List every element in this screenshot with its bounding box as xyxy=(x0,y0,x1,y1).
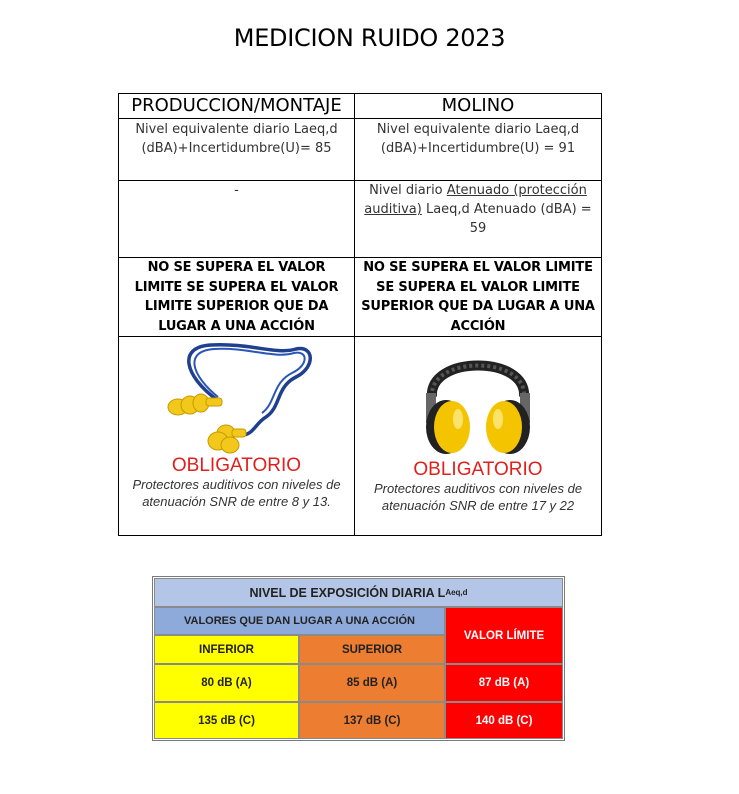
header-row xyxy=(119,94,602,119)
level-text-molino: Nivel equivalente diario Laeq,d (dBA)+Incertidumbre(U) = 91 xyxy=(355,119,602,181)
column-header-produccion: PRODUCCION/MONTAJE xyxy=(119,94,355,119)
action-values-header: VALORES QUE DAN LUGAR A UNA ACCIÓN xyxy=(154,607,445,635)
attenuated-pre: Nivel diario xyxy=(369,183,447,198)
attenuated-post: Laeq,d Atenuado (dBA) = 59 xyxy=(421,202,592,236)
superior-value-c: 137 dB (C) xyxy=(299,702,445,739)
status-label-molino: OBLIGATORIO xyxy=(413,459,543,480)
protection-cell-produccion xyxy=(119,337,355,536)
verdict-row xyxy=(119,258,602,337)
attenuated-dash: - xyxy=(234,183,239,198)
noise-measurement-table xyxy=(118,93,602,536)
limit-value-c: 140 dB (C) xyxy=(445,702,563,739)
level-row xyxy=(119,119,602,181)
column-header-molino: MOLINO xyxy=(355,94,602,119)
page-title: MEDICION RUIDO 2023 xyxy=(233,24,506,52)
attenuated-row xyxy=(119,181,602,258)
verdict-molino: NO SE SUPERA EL VALOR LIMITE SE SUPERA EL VALOR LIMITE SUPERIOR QUE DA LUGAR A UNA ACCIÓN xyxy=(355,258,602,337)
verdict-produccion: NO SE SUPERA EL VALOR LIMITE SE SUPERA EL VALOR LIMITE SUPERIOR QUE DA LUGAR A UNA ACCIÓN xyxy=(119,258,355,337)
superior-header: SUPERIOR xyxy=(299,635,445,664)
inferior-value-a: 80 dB (A) xyxy=(154,664,299,702)
attenuated-text-molino xyxy=(355,181,602,258)
protection-cell-molino xyxy=(355,337,602,536)
exposure-table xyxy=(152,576,565,741)
protector-text-molino: Protectores auditivos con niveles de atenuación SNR de entre 17 y 22 xyxy=(373,481,583,513)
protection-row xyxy=(119,337,602,536)
exposure-title xyxy=(154,578,563,607)
earplugs-icon xyxy=(156,337,318,455)
status-label-produccion: OBLIGATORIO xyxy=(171,455,302,476)
earmuffs-icon xyxy=(418,337,538,459)
protector-text-produccion: Protectores auditivos con niveles de atenuación SNR de entre 8 y 13. xyxy=(132,477,341,509)
exposure-title-text: NIVEL DE EXPOSICIÓN DIARIA L xyxy=(249,585,446,600)
superior-value-a: 85 dB (A) xyxy=(299,664,445,702)
level-text-produccion: Nivel equivalente diario Laeq,d (dBA)+Incertidumbre(U)= 85 xyxy=(119,119,355,181)
attenuated-underlined: Atenuado (protección auditiva) xyxy=(364,183,587,217)
inferior-header: INFERIOR xyxy=(154,635,299,664)
limit-header: VALOR LÍMITE xyxy=(445,607,563,664)
attenuated-text-produccion xyxy=(119,181,355,258)
inferior-value-c: 135 dB (C) xyxy=(154,702,299,739)
limit-value-a: 87 dB (A) xyxy=(445,664,563,702)
exposure-title-sub: Aeq,d xyxy=(445,588,468,597)
